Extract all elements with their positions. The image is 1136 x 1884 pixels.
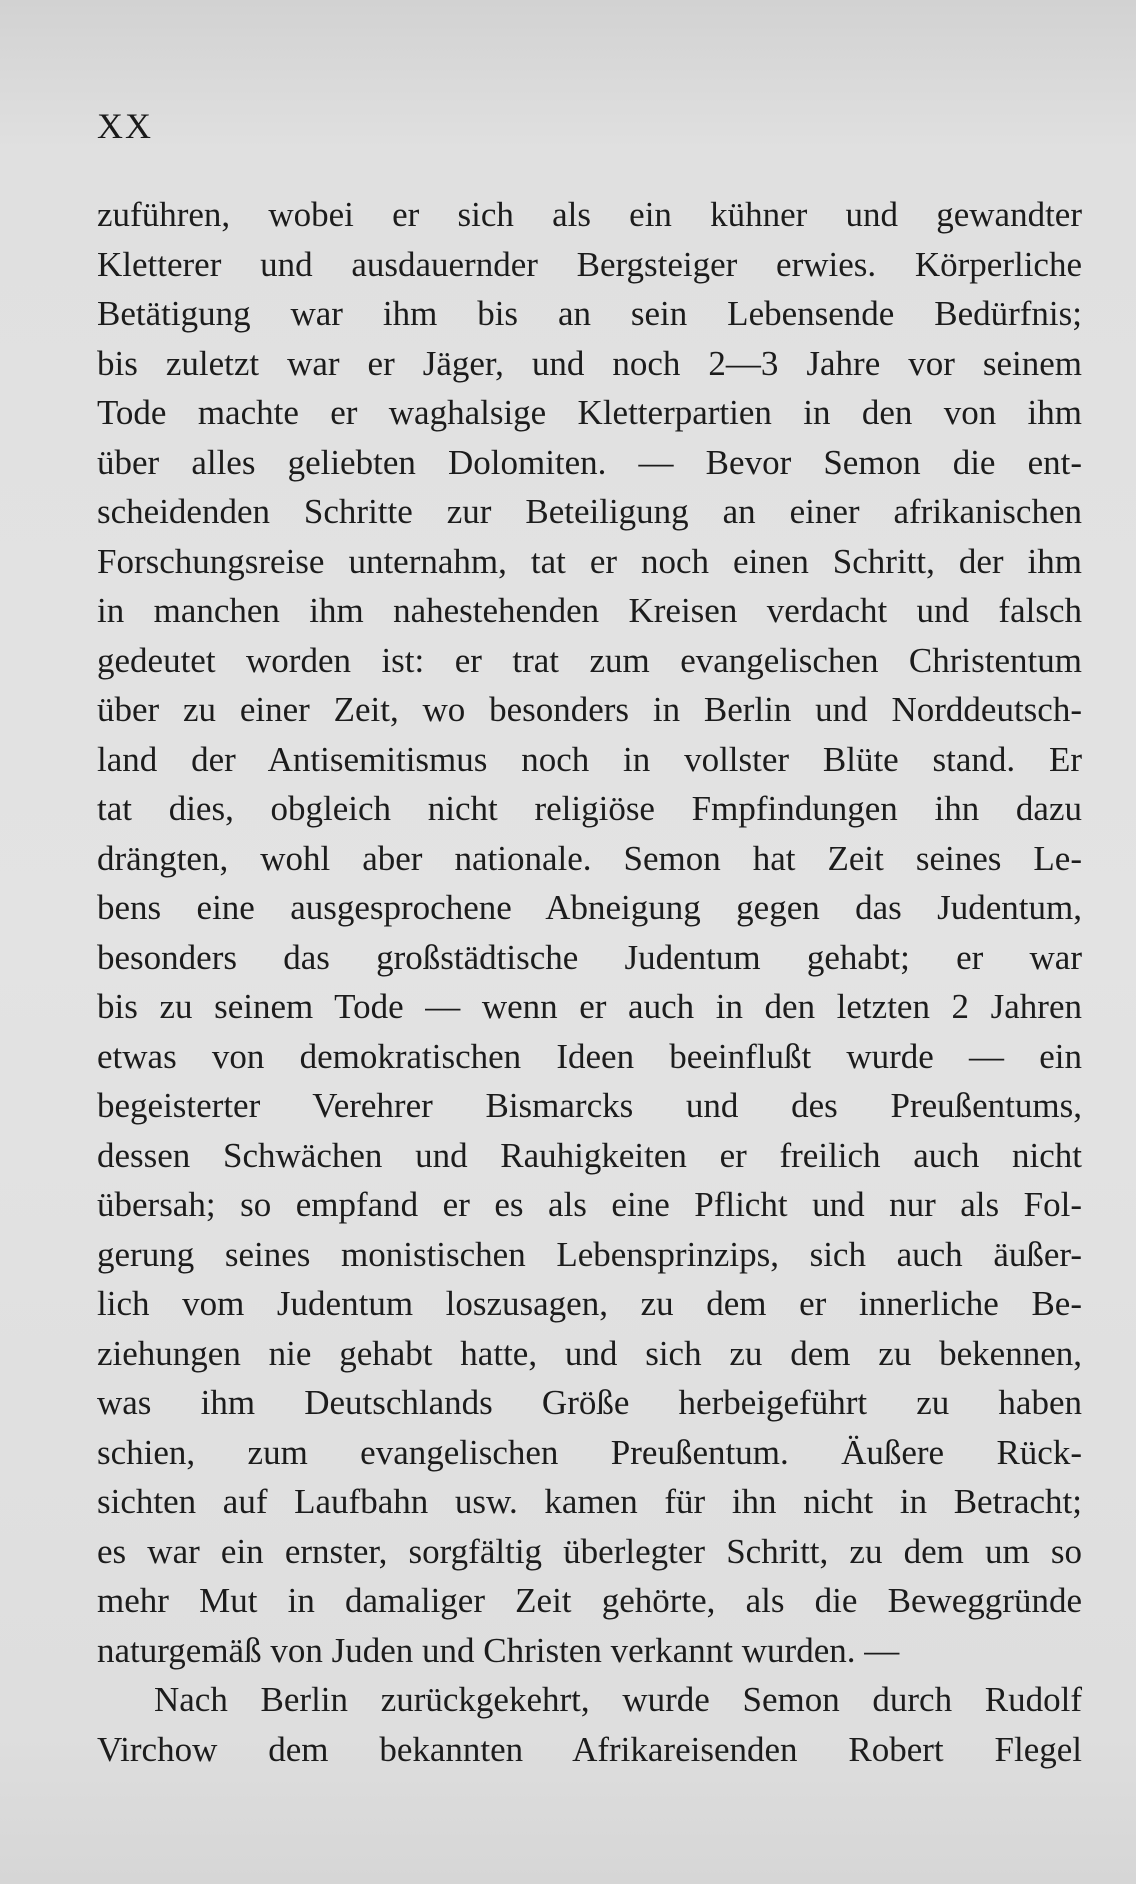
text-line: tat dies, obgleich nicht religiöse Fmpfindungen ihn dazu	[97, 789, 1082, 828]
text-line: etwas von demokratischen Ideen beeinflußt wurde — ein	[97, 1036, 1082, 1076]
text-line: bis zuletzt war er Jäger, und noch 2—3 Jahre vor seinem	[97, 343, 1082, 383]
text-line: bens eine ausgesprochene Abneigung gegen das Judentum,	[97, 888, 1082, 927]
text-line: Kletterer und ausdauernder Bergsteiger erwies. Körperliche	[97, 244, 1082, 284]
text-line: mehr Mut in damaliger Zeit gehörte, als die Beweggründe	[97, 1581, 1082, 1620]
text-line: begeisterter Verehrer Bismarcks und des Preußentums,	[97, 1086, 1082, 1125]
text-line: sichten auf Laufbahn usw. kamen für ihn nicht in Betracht;	[97, 1482, 1082, 1521]
text-line: Betätigung war ihm bis an sein Lebensende Bedürfnis;	[97, 294, 1082, 333]
text-line: lich vom Judentum loszusagen, zu dem er innerliche Be-	[97, 1284, 1082, 1323]
text-line: gedeutet worden ist: er trat zum evangelischen Christentum	[97, 640, 1082, 680]
text-line: Forschungsreise unternahm, tat er noch einen Schritt, der ihm	[97, 541, 1082, 581]
text-line: land der Antisemitismus noch in vollster Blüte stand. Er	[97, 739, 1082, 779]
text-line: scheidenden Schritte zur Beteiligung an einer afrikanischen	[97, 492, 1082, 531]
text-line: drängten, wohl aber nationale. Semon hat Zeit seines Le-	[97, 838, 1082, 878]
text-line: über alles geliebten Dolomiten. — Bevor Semon die ent-	[97, 442, 1082, 482]
text-line: besonders das großstädtische Judentum gehabt; er war	[97, 937, 1082, 977]
text-line: dessen Schwächen und Rauhigkeiten er freilich auch nicht	[97, 1135, 1082, 1175]
text-line: zuführen, wobei er sich als ein kühner und gewandter	[97, 195, 1082, 234]
text-line: schien, zum evangelischen Preußentum. Äußere Rück-	[97, 1432, 1082, 1472]
text-line: in manchen ihm nahestehenden Kreisen verdacht und falsch	[97, 591, 1082, 630]
text-line: ziehungen nie gehabt hatte, und sich zu dem zu bekennen,	[97, 1333, 1082, 1373]
page-number: XX	[97, 106, 153, 146]
text-line: übersah; so empfand er es als eine Pflicht und nur als Fol-	[97, 1185, 1082, 1224]
text-line: über zu einer Zeit, wo besonders in Berlin und Norddeutsch-	[97, 690, 1082, 729]
text-line: Nach Berlin zurückgekehrt, wurde Semon durch Rudolf	[154, 1680, 1082, 1719]
text-line: naturgemäß von Juden und Christen verkannt wurden. —	[97, 1630, 900, 1670]
text-line: Tode machte er waghalsige Kletterpartien in den von ihm	[97, 393, 1082, 432]
text-line: was ihm Deutschlands Größe herbeigeführt zu haben	[97, 1383, 1082, 1422]
text-line: gerung seines monistischen Lebensprinzips, sich auch äußer-	[97, 1234, 1082, 1274]
body-text	[97, 190, 1082, 1774]
text-line: Virchow dem bekannten Afrikareisenden Robert Flegel	[97, 1729, 1082, 1769]
text-line: bis zu seinem Tode — wenn er auch in den letzten 2 Jahren	[97, 987, 1082, 1026]
text-line: es war ein ernster, sorgfältig überlegter Schritt, zu dem um so	[97, 1531, 1082, 1571]
